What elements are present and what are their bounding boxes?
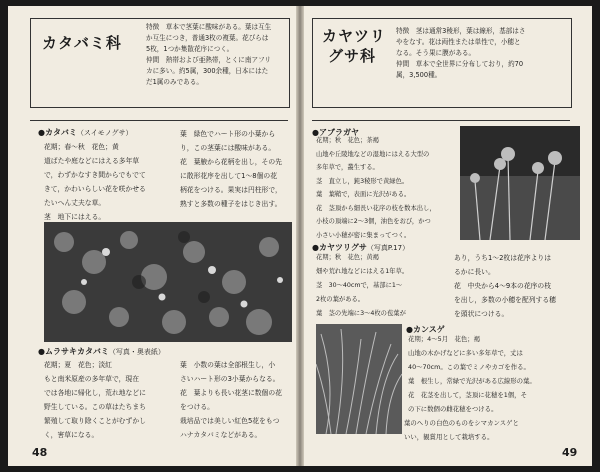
species-body-col2: 葉 小数の葉は全部根生し，小 さいハート形の3小葉からなる。 花 葉よりも長い花茎に数個の花 をつける。 栽培品では美しい紅色5花をもつ ハナカタバミなどがある。 (180, 361, 282, 439)
species-title: ●カンスゲ (406, 325, 445, 334)
book-spread (8, 6, 592, 466)
species-title: ●カヤツリグサ（写真P.17） (312, 243, 410, 252)
photo-image (316, 324, 402, 434)
species-body: 花期；4～5月 花色；褐 山地の木かげなどに多い多年草で，丈は 40～70cm。この葉でミノやカゴを作る。 葉 根生し，常緑で光沢がある広線形の葉。 花 花茎を出して，茎頂に花穂を1個，そ の下に数個の雌花穂をつける。 (408, 335, 536, 413)
species-title: ●ムラサキカタバミ（写真・奥表紙） (38, 347, 165, 356)
species-title: ●アブラガヤ (312, 128, 359, 137)
family-title: カヤツリ グサ科 (322, 27, 387, 65)
species-footer: 葉のへりの白色のものをシマカンスゲと いい，観賞用として栽培する。 (404, 419, 519, 441)
species-body-col1: 花期；秋 花色；黄褐 畑や荒れ地などにはえる1年草。 茎 30～40cmで，基部に1～ 2枚の葉がある。 葉 茎の先端に3～4枚の苞葉が (316, 254, 409, 317)
species-body-col2: あり，うち1～2枚は花序よりは るかに長い。 花 中央から4～9本の花序の枝 を出し，多数の小穂を配列する穂 を頭状につける。 (454, 254, 556, 318)
sedge-photo-2 (316, 324, 402, 434)
oxalis-photo (44, 222, 292, 342)
family-title: カタバミ科 (42, 34, 122, 52)
photo-image (460, 126, 580, 240)
species-body-col2: 葉 緑色でハート形の小葉から り，この茎葉には酸味がある。 花 葉腋から花柄を出し，その先 に散形花序を出して1～8個の花 柄花をつける。果実は円柱形で， 熟すと多数の種子をはじき出す。 (180, 130, 282, 208)
species-title: ●カタバミ（スイモノグサ） (38, 128, 133, 137)
divider (30, 120, 288, 121)
species-body-col1: 花期；夏 花色；淡紅 もと南米原産の多年草で，現在 では各地に帰化し，荒れ地などに 野生している。この草はたちまち 繁殖して取り除くことがむずかし く，害草になる。 (44, 361, 146, 439)
family-description: 特徴 草本で茎葉に酸味がある。葉は互生 か互生につき，普通3枚の複葉。花びらは 5枚，1つか集散花序につく。 仲間 熱帯および亜熱帯，とくに南アフリ カに多い。約5属，300余種，日本にはた だ1属のみである。 (146, 23, 272, 86)
photo-image (44, 222, 292, 342)
book-gutter (296, 6, 304, 466)
page-number: 49 (562, 446, 578, 459)
sedge-photo-1 (460, 126, 580, 240)
species-body-col1: 花期；春～秋 花色；黄 道ばたや庭などにはえる多年草 で，わずかなすき間からでもでて きて，かわいらしい花を咲かせる たいへん丈夫な草。 茎 地下にはえる。 (44, 143, 146, 221)
divider (312, 120, 570, 121)
page-number: 48 (32, 446, 48, 459)
species-body: 花期；秋 花色；茶褐 山地や丘陵地などの湿地にはえる大型の 多年草で，叢生する。 茎 直立し，鈍3稜形で黄緑色。 葉 葉鞘で，表面に光沢がある。 花 茎頂から細長い花序の枝を数本出し， 小枝の頂端に2～3個，油色をおび，かつ 小さい小穂が密に集まってつく。 (316, 137, 436, 239)
family-description: 特徴 茎は通常3稜形，葉は線形，基部はさ やをなす。花は両性または単性で，小穂と なる。そう果に膜がある。 仲間 草本で全世界に分布しており，約70 属，3,500種。 (396, 27, 526, 79)
right-page (304, 6, 592, 466)
left-page (8, 6, 296, 466)
